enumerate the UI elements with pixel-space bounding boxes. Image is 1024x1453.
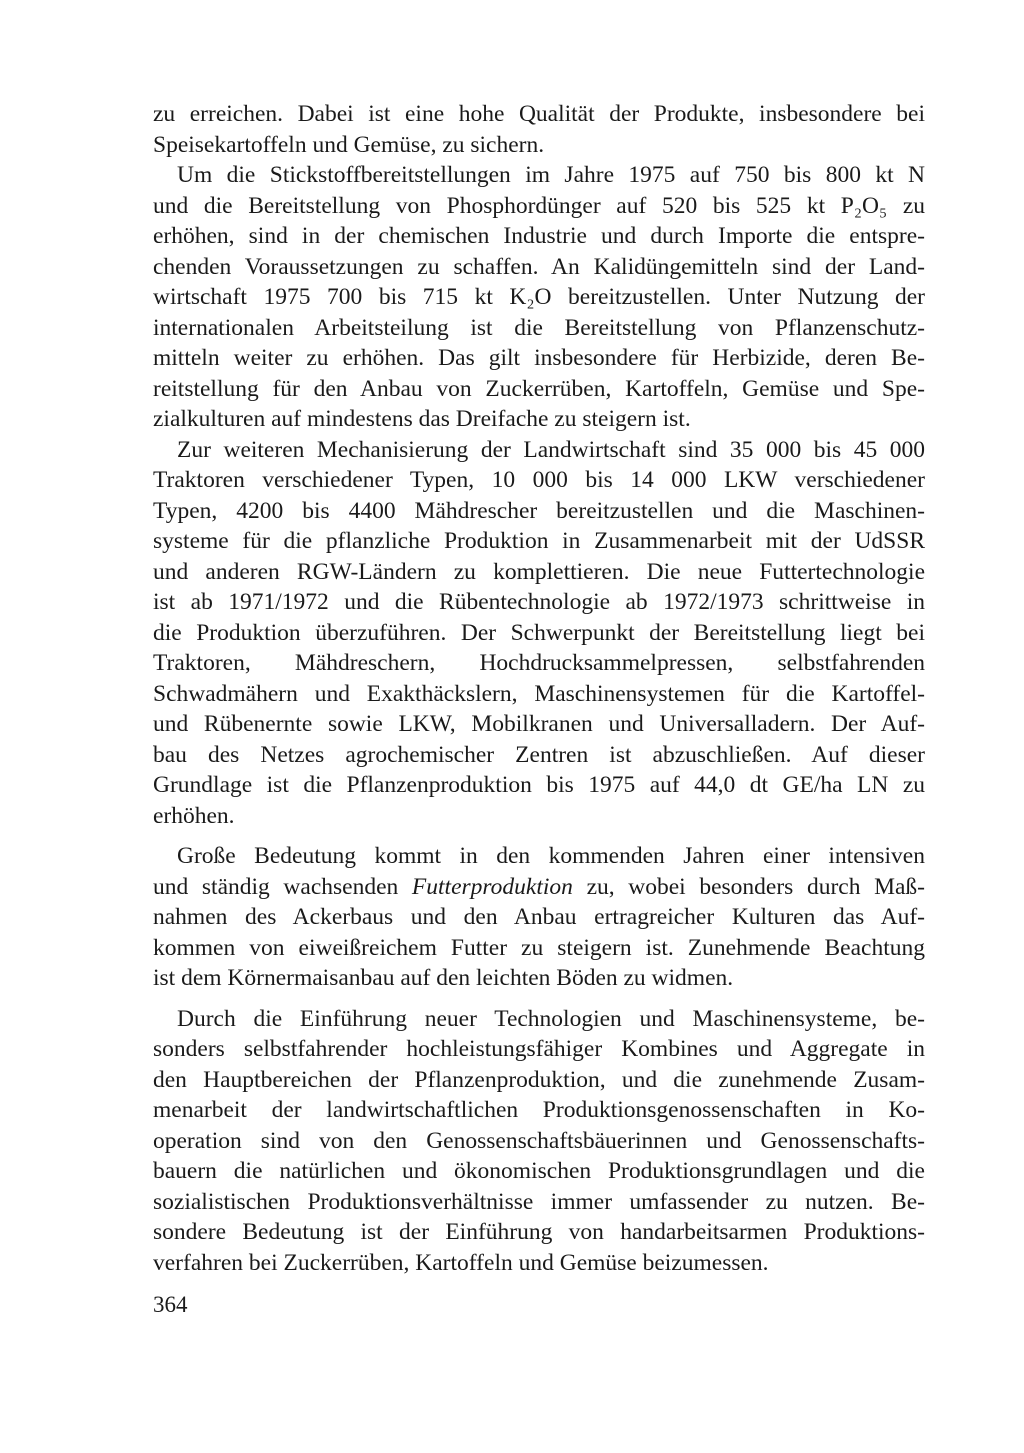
text-line: und ständig wachsenden Futterproduktion zu, wobei besonders durch Maß- — [153, 873, 925, 900]
text-line: sonders selbstfahrender hochleistungsfähiger Kombines und Aggregate in — [153, 1036, 925, 1062]
text-line: Durch die Einführung neuer Technologien und Maschinensysteme, be- — [177, 1005, 925, 1032]
text-line: Speisekartoffeln und Gemüse, zu sichern. — [153, 131, 545, 158]
paragraph — [153, 160, 925, 435]
text-line: operation sind von den Genossenschaftsbäuerinnen und Genossenschafts- — [153, 1127, 925, 1154]
text-line: Typen, 4200 bis 4400 Mähdrescher bereitzustellen und die Maschinen- — [153, 497, 925, 524]
text-line: ist ab 1971/1972 und die Rübentechnologie ab 1972/1973 schrittweise in — [153, 589, 925, 615]
body-text — [153, 99, 925, 1278]
paragraph — [153, 1004, 925, 1279]
text-line: systeme für die pflanzliche Produktion in Zusammenarbeit mit der UdSSR — [153, 528, 925, 554]
text-line: internationalen Arbeitsteilung ist die Bereitstellung von Pflanzenschutz- — [153, 314, 925, 341]
text-line: Grundlage ist die Pflanzenproduktion bis 1975 auf 44,0 dt GE/ha LN zu — [153, 772, 925, 798]
text-line: erhöhen, sind in der chemischen Industrie und durch Importe die entspre- — [153, 223, 925, 249]
text-line: Große Bedeutung kommt in den kommenden Jahren einer intensiven — [177, 843, 925, 869]
text-line: erhöhen. — [153, 802, 235, 829]
text-line: Zur weiteren Mechanisierung der Landwirtschaft sind 35 000 bis 45 000 — [177, 436, 925, 463]
text-line: und anderen RGW-Ländern zu komplettieren. Die neue Futtertechnologie — [153, 558, 925, 585]
text-line: Traktoren verschiedener Typen, 10 000 bis 14 000 LKW verschiedener — [153, 467, 925, 493]
text-line: chenden Voraussetzungen zu schaffen. An Kalidüngemitteln sind der Land- — [153, 253, 925, 280]
text-line: sondere Bedeutung ist der Einführung von handarbeitsarmen Produktions- — [153, 1219, 925, 1245]
paragraph — [153, 99, 925, 160]
paragraph — [153, 841, 925, 994]
text-line: zialkulturen auf mindestens das Dreifache zu steigern ist. — [153, 406, 691, 432]
text-line: und die Bereitstellung von Phosphordünger auf 520 bis 525 kt P₂O₅ zu — [153, 192, 925, 219]
text-line: verfahren bei Zuckerrüben, Kartoffeln und Gemüse beizumessen. — [153, 1249, 769, 1276]
page-number: 364 — [153, 1292, 188, 1317]
text-line: mitteln weiter zu erhöhen. Das gilt insbesondere für Herbizide, deren Be- — [153, 345, 925, 371]
text-line: ist dem Körnermaisanbau auf den leichten Böden zu widmen. — [153, 965, 734, 991]
emphasis: Futterproduktion — [411, 873, 573, 900]
text-line: sozialistischen Produktionsverhältnisse immer umfassender zu nutzen. Be- — [153, 1188, 925, 1215]
text-line: Schwadmähern und Exakthäckslern, Maschinensystemen für die Kartoffel- — [153, 680, 925, 707]
text-line: den Hauptbereichen der Pflanzenproduktion, und die zunehmende Zusam- — [153, 1066, 925, 1093]
text-line: kommen von eiweißreichem Futter zu steigern ist. Zunehmende Beachtung — [153, 934, 925, 961]
text-line: nahmen des Ackerbaus und den Anbau ertragreicher Kulturen das Auf- — [153, 904, 925, 930]
text-line: reitstellung für den Anbau von Zuckerrüben, Kartoffeln, Gemüse und Spe- — [153, 375, 925, 402]
text-line: menarbeit der landwirtschaftlichen Produktionsgenossenschaften in Ko- — [153, 1097, 925, 1123]
paragraph — [153, 435, 925, 832]
text-line: die Produktion überzuführen. Der Schwerpunkt der Bereitstellung liegt bei — [153, 619, 925, 646]
text-line: bau des Netzes agrochemischer Zentren ist abzuschließen. Auf dieser — [153, 741, 925, 768]
text-line: bauern die natürlichen und ökonomischen Produktionsgrundlagen und die — [153, 1158, 925, 1184]
text-line: und Rübenernte sowie LKW, Mobilkranen und Universalladern. Der Auf- — [153, 711, 925, 737]
text-line: Um die Stickstoffbereitstellungen im Jahre 1975 auf 750 bis 800 kt N — [177, 162, 925, 188]
text-line: Traktoren, Mähdreschern, Hochdrucksammelpressen, selbstfahrenden — [153, 650, 925, 676]
text-line: wirtschaft 1975 700 bis 715 kt K₂O bereitzustellen. Unter Nutzung der — [153, 284, 925, 310]
text-line: zu erreichen. Dabei ist eine hohe Qualität der Produkte, insbesondere bei — [153, 101, 925, 127]
